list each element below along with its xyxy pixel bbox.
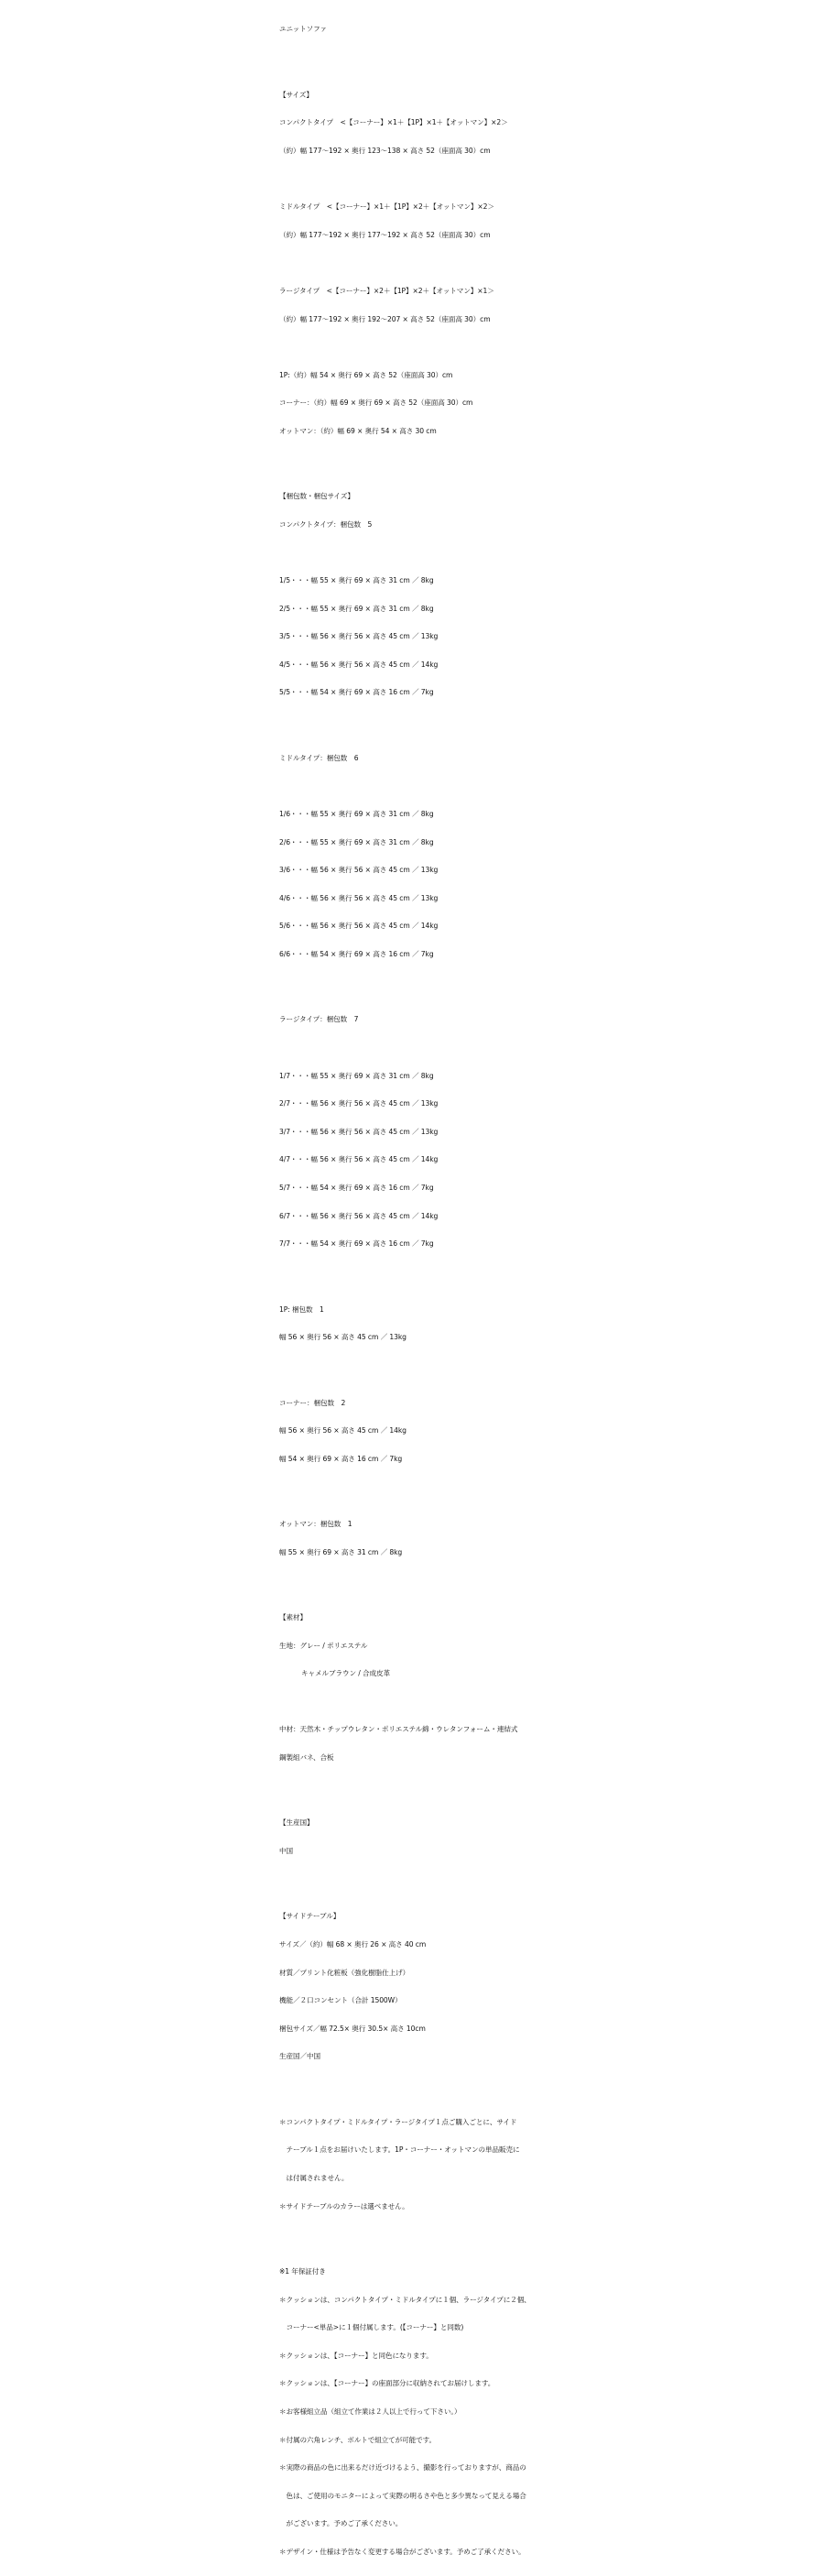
unit-size-corner: コーナー：（約）幅 69 × 奥行 69 × 高さ 52（座面高 30）cm [279,398,473,408]
packing-item: 2/7・・・幅 56 × 奥行 56 × 高さ 45 cm ／ 13kg [279,1099,439,1108]
packing-heading: 【梱包数・梱包サイズ】 [279,492,354,501]
material-heading: 【素材】 [279,1613,307,1622]
note-line: がございます。予めご了承ください。 [279,2519,403,2528]
note-line: ＊付属の六角レンチ、ボルトで組立てが可能です。 [279,2435,437,2444]
large-size-line2: （約）幅 177〜192 × 奥行 192〜207 × 高さ 52（座面高 30）cm [279,314,491,323]
compact-size-line2: （約）幅 177〜192 × 奥行 123〜138 × 高さ 52（座面高 30）cm [279,146,491,155]
note-line: コーナー<単品>に１個付属します。(【コーナー】と同数) [279,2323,464,2332]
side-table-line: サイズ／（約）幅 68 × 奥行 26 × 高さ 40 cm [279,1940,427,1949]
note-line: ＊サイドテーブルのカラーは選べません。 [279,2201,409,2210]
packing-item: 6/7・・・幅 56 × 奥行 56 × 高さ 45 cm ／ 14kg [279,1211,439,1220]
note-line: ※1 年保証付き [279,2266,326,2276]
note-line: ＊クッションは、【コーナー】と同色になります。 [279,2351,433,2360]
unit-size-1p: 1P:（約）幅 54 × 奥行 69 × 高さ 52（座面高 30）cm [279,370,453,379]
side-table-line: 材質／プリント化粧板（強化樹脂仕上げ） [279,1968,410,1977]
side-table-line: 梱包サイズ／幅 72.5× 奥行 30.5× 高さ 10cm [279,2024,426,2033]
packing-item: 2/6・・・幅 55 × 奥行 69 × 高さ 31 cm ／ 8kg [279,837,434,846]
middle-size-line1: ミドルタイプ <【コーナー】×1＋【1P】×2＋【オットマン】×2＞ [279,202,494,212]
packing-item: 6/6・・・幅 54 × 奥行 69 × 高さ 16 cm ／ 7kg [279,950,434,959]
note-line: ＊お客様組立品（組立て作業は２人以上で行って下さい。） [279,2407,461,2416]
packing-item: 幅 54 × 奥行 69 × 高さ 16 cm ／ 7kg [279,1454,403,1463]
packing-1p-label: 1P: 梱包数 1 [279,1304,324,1314]
note-line: テーブル１点をお届けいたします。1P・コーナー・オットマンの単品販売に [279,2145,520,2155]
unit-size-ottoman: オットマン：（約）幅 69 × 奥行 54 × 高さ 30 cm [279,426,437,435]
origin-heading: 【生産国】 [279,1818,314,1828]
packing-compact-label: コンパクトタイプ：梱包数 5 [279,519,373,529]
packing-item: 幅 55 × 奥行 69 × 高さ 31 cm ／ 8kg [279,1547,403,1556]
compact-size-line1: コンパクトタイプ <【コーナー】×1＋【1P】×1＋【オットマン】×2＞ [279,118,508,127]
packing-item: 4/5・・・幅 56 × 奥行 56 × 高さ 45 cm ／ 14kg [279,660,439,669]
note-line: ＊実際の商品の色に出来るだけ近づけるよう、撮影を行っておりますが、商品の [279,2463,526,2472]
material-fabric-2: キャメルブラウン / 合成皮革 [301,1669,391,1678]
packing-item: 4/6・・・幅 56 × 奥行 56 × 高さ 45 cm ／ 13kg [279,893,439,902]
packing-item: 7/7・・・幅 54 × 奥行 69 × 高さ 16 cm ／ 7kg [279,1239,434,1249]
side-table-line: 生産国／中国 [279,2052,320,2061]
packing-middle-label: ミドルタイプ：梱包数 6 [279,753,359,762]
packing-item: 5/6・・・幅 56 × 奥行 56 × 高さ 45 cm ／ 14kg [279,922,439,931]
note-line: ＊コンパクトタイプ・ミドルタイプ・ラージタイプ１点ご購入ごとに、サイド [279,2117,517,2126]
middle-size-line2: （約）幅 177〜192 × 奥行 177〜192 × 高さ 52（座面高 30）cm [279,230,491,239]
packing-item: 5/5・・・幅 54 × 奥行 69 × 高さ 16 cm ／ 7kg [279,688,434,697]
note-line: 色は、ご使用のモニターによって実際の明るさや色と多少異なって見える場合 [279,2491,526,2500]
packing-item: 4/7・・・幅 56 × 奥行 56 × 高さ 45 cm ／ 14kg [279,1155,439,1164]
material-inner-1: 中材：天然木・チップウレタン・ポリエステル綿・ウレタンフォーム・連結式 [279,1725,518,1734]
packing-item: 3/5・・・幅 56 × 奥行 56 × 高さ 45 cm ／ 13kg [279,632,439,641]
packing-item: 1/6・・・幅 55 × 奥行 69 × 高さ 31 cm ／ 8kg [279,810,434,819]
origin-value: 中国 [279,1847,293,1856]
packing-item: 5/7・・・幅 54 × 奥行 69 × 高さ 16 cm ／ 7kg [279,1183,434,1192]
material-fabric-1: 生地：グレー / ポリエステル [279,1641,368,1650]
packing-item: 幅 56 × 奥行 56 × 高さ 45 cm ／ 14kg [279,1426,407,1435]
packing-ottoman-label: オットマン：梱包数 1 [279,1520,352,1529]
note-line: ＊デザイン・仕様は予告なく変更する場合がございます。予めご了承ください。 [279,2547,526,2556]
size-heading: 【サイズ】 [279,90,313,99]
note-line: は付属されません。 [279,2173,349,2182]
large-size-line1: ラージタイプ <【コーナー】×2＋【1P】×2＋【オットマン】×1＞ [279,286,494,295]
note-line: ＊クッションは、【コーナー】の座面部分に収納されてお届けします。 [279,2379,495,2388]
packing-item: 3/7・・・幅 56 × 奥行 56 × 高さ 45 cm ／ 13kg [279,1127,439,1136]
packing-item: 2/5・・・幅 55 × 奥行 69 × 高さ 31 cm ／ 8kg [279,604,434,613]
material-inner-2: 鋼製組バネ、合板 [279,1753,334,1763]
packing-item: 1/7・・・幅 55 × 奥行 69 × 高さ 31 cm ／ 8kg [279,1071,434,1080]
packing-item: 幅 56 × 奥行 56 × 高さ 45 cm ／ 13kg [279,1333,407,1342]
packing-large-label: ラージタイプ：梱包数 7 [279,1015,359,1024]
packing-item: 1/5・・・幅 55 × 奥行 69 × 高さ 31 cm ／ 8kg [279,576,434,585]
packing-corner-label: コーナー：梱包数 2 [279,1398,346,1407]
side-table-line: 機能／２口コンセント（合計 1500W） [279,1996,402,2005]
spec-text-block [279,6,572,2576]
product-title: ユニットソファ [279,25,327,34]
side-table-heading: 【サイドテーブル】 [279,1912,341,1921]
note-line: ＊クッションは、コンパクトタイプ・ミドルタイプに１個、ラージタイプに２個、 [279,2295,531,2304]
packing-item: 3/6・・・幅 56 × 奥行 56 × 高さ 45 cm ／ 13kg [279,866,439,875]
